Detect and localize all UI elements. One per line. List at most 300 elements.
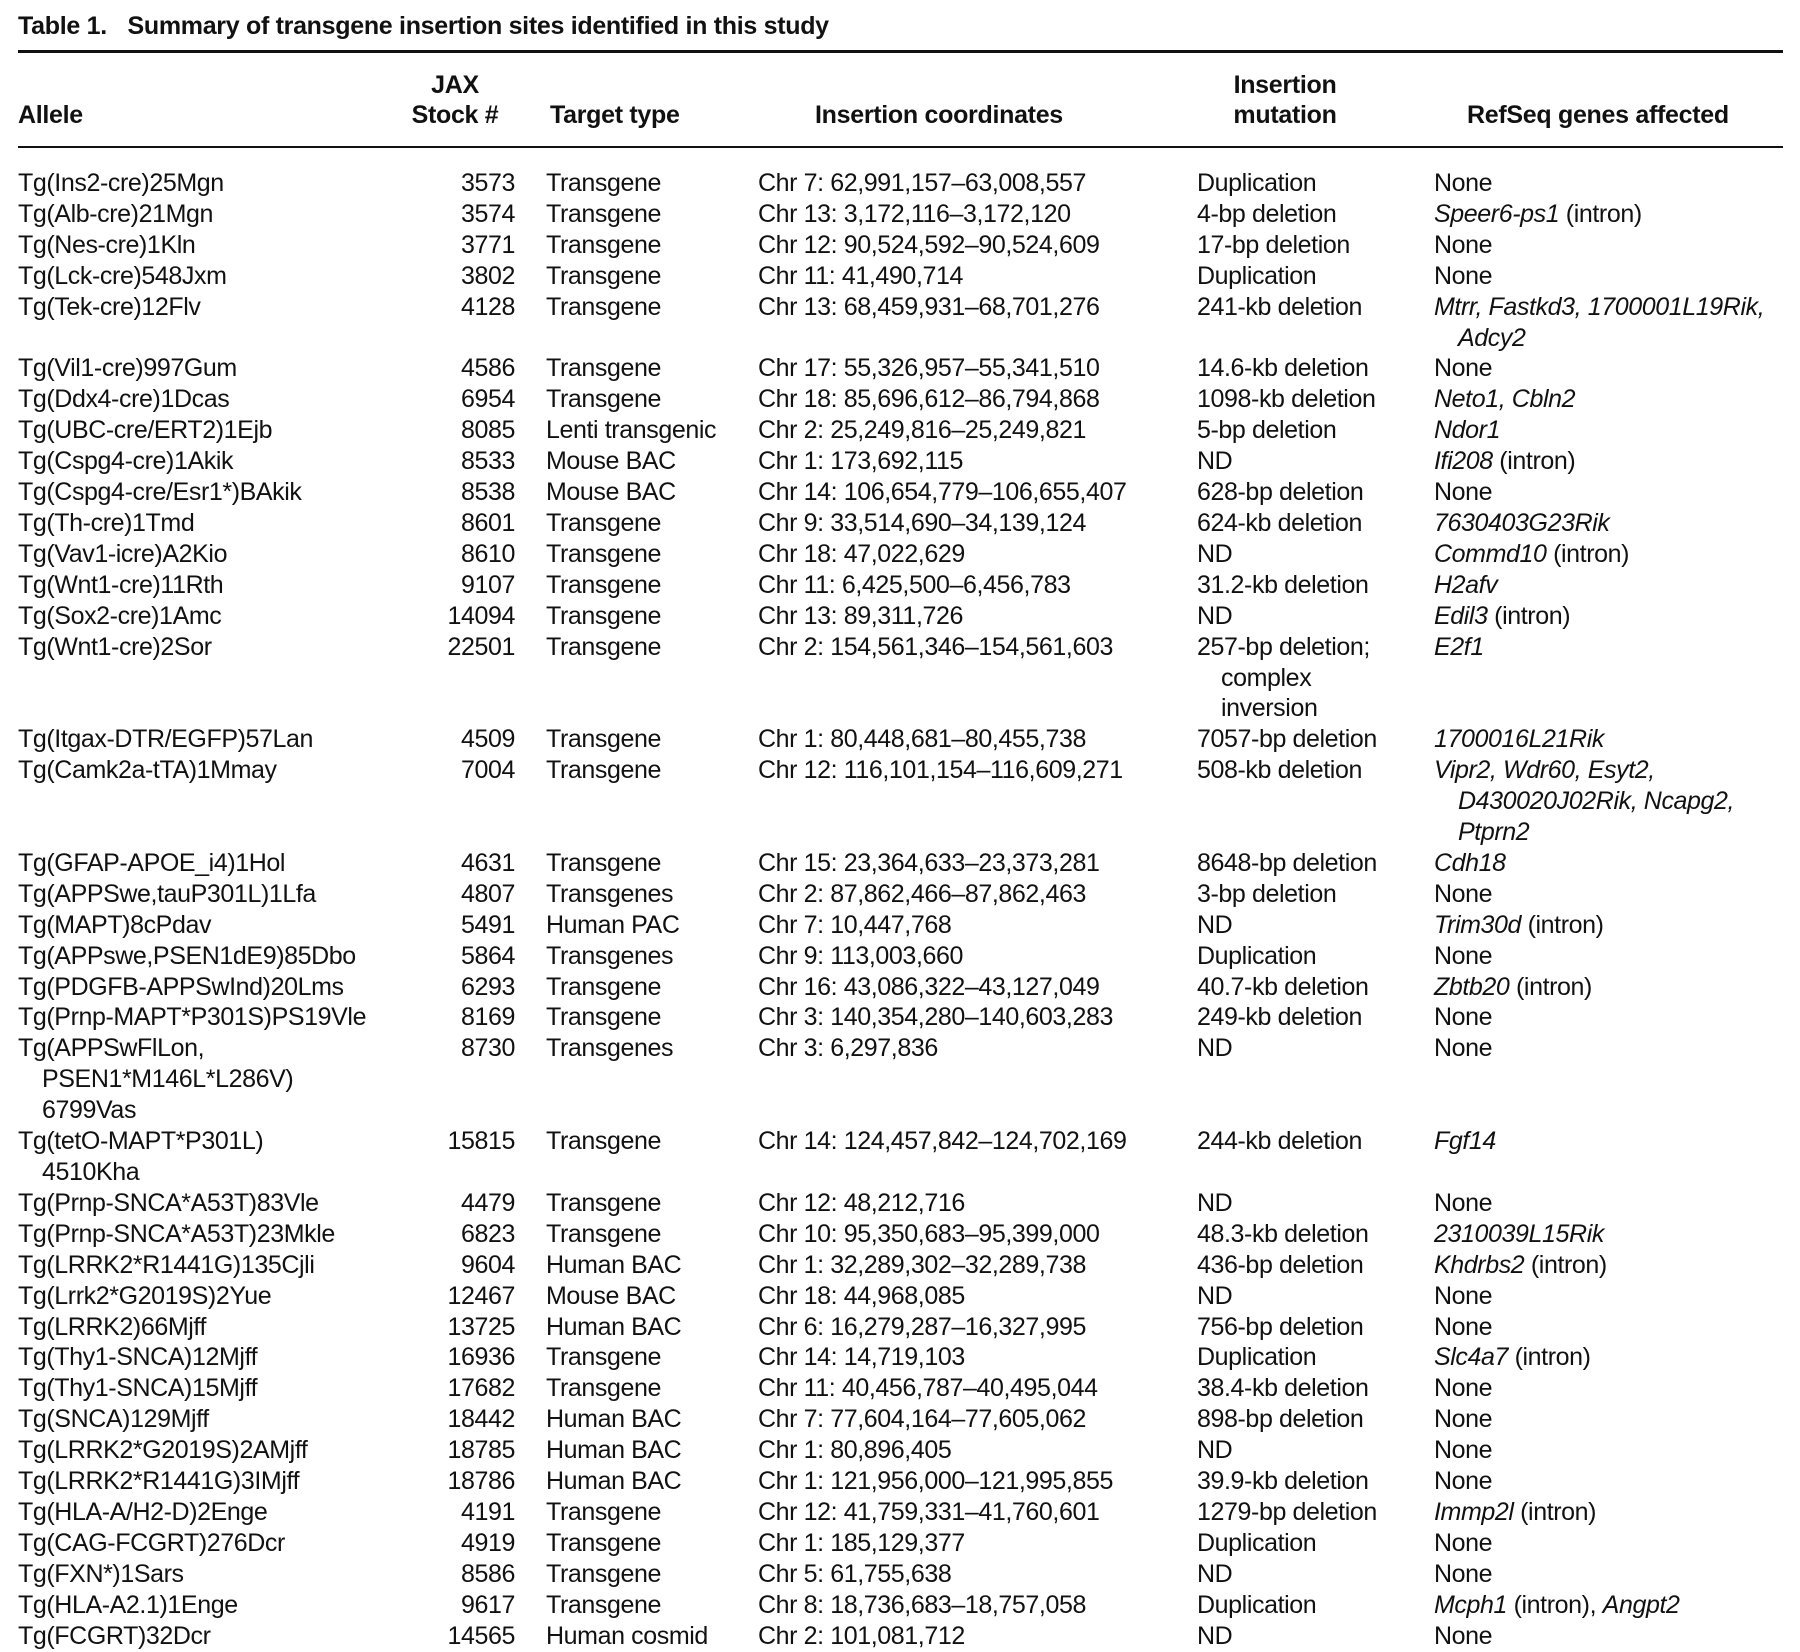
cell-target-type: Transgene — [546, 1188, 661, 1217]
cell-genes — [1434, 1497, 1764, 1528]
cell-target-type: Transgene — [546, 1590, 661, 1619]
genes-line — [1434, 1466, 1764, 1497]
mutation-text: ND — [1197, 1034, 1233, 1063]
mutation-text: 756-bp deletion — [1197, 1312, 1364, 1341]
cell-genes — [1434, 879, 1764, 910]
header-mutation — [1175, 70, 1395, 130]
cell-stock: 8610 — [460, 539, 515, 568]
allele-name: Tg(HLA-A2.1)1Enge — [18, 1590, 238, 1619]
cell-stock: 15815 — [447, 1127, 515, 1156]
cell-stock: 5864 — [460, 941, 515, 970]
cell-target-type: Mouse BAC — [546, 1281, 676, 1310]
mutation-text: Duplication — [1197, 1590, 1317, 1619]
cell-coordinates: Chr 14: 14,719,103 — [758, 1343, 965, 1372]
cell-coordinates: Chr 1: 80,448,681–80,455,738 — [758, 725, 1086, 754]
cell-genes — [1434, 539, 1764, 570]
allele-name: Tg(Wnt1-cre)11Rth — [18, 570, 224, 599]
cell-target-type: Transgene — [546, 725, 661, 754]
cell-coordinates: Chr 5: 61,755,638 — [758, 1559, 952, 1588]
table-number: Table 1. — [18, 12, 107, 40]
gene-symbol: Ptprn2 — [1458, 818, 1530, 847]
allele-name: Tg(LRRK2*G2019S)2AMjff — [18, 1436, 308, 1465]
allele-name: Tg(Cspg4-cre)1Akik — [18, 447, 234, 476]
cell-allele — [18, 1188, 428, 1219]
cell-coordinates: Chr 10: 95,350,683–95,399,000 — [758, 1219, 1100, 1248]
gene-symbol: H2afv — [1434, 570, 1498, 599]
cell-target-type: Human BAC — [546, 1312, 682, 1341]
cell-target-type: Transgenes — [546, 1034, 674, 1063]
mutation-text: Duplication — [1197, 1528, 1317, 1557]
cell-allele — [18, 1404, 428, 1435]
gene-symbol: Khdrbs2 — [1434, 1250, 1525, 1279]
allele-name: Tg(Camk2a-tTA)1Mmay — [18, 756, 277, 785]
table-caption — [18, 12, 829, 41]
gene-note: (intron) — [1546, 539, 1630, 568]
genes-line — [1434, 1435, 1764, 1466]
cell-target-type: Human BAC — [546, 1250, 682, 1279]
cell-genes — [1434, 1002, 1764, 1033]
cell-mutation — [1197, 446, 1434, 477]
cell-target-type: Mouse BAC — [546, 478, 676, 507]
gene-symbol: Adcy2 — [1458, 323, 1526, 352]
cell-genes — [1434, 353, 1764, 384]
cell-mutation — [1197, 1126, 1434, 1188]
allele-name: Tg(Ins2-cre)25Mgn — [18, 169, 224, 197]
cell-coordinates: Chr 15: 23,364,633–23,373,281 — [758, 848, 1100, 877]
mutation-text: ND — [1197, 1559, 1233, 1588]
allele-name: Tg(APPSwe,tauP301L)1Lfa — [18, 879, 316, 908]
allele-name: Tg(Wnt1-cre)2Sor — [18, 632, 212, 661]
mutation-text: 624-kb deletion — [1197, 508, 1362, 537]
mutation-text: 898-bp deletion — [1197, 1405, 1364, 1434]
cell-target-type: Transgene — [546, 848, 661, 877]
gene-symbol: Mtrr, Fastkd3, 1700001L19Rik, — [1434, 292, 1765, 321]
table-row — [18, 848, 1764, 879]
cell-target-type: Transgene — [546, 1127, 661, 1156]
cell-coordinates: Chr 9: 113,003,660 — [758, 941, 963, 970]
mutation-text: ND — [1197, 910, 1233, 939]
mutation-text: 39.9-kb deletion — [1197, 1467, 1369, 1496]
mutation-text: 3-bp deletion — [1197, 879, 1337, 908]
table-row — [18, 632, 1764, 725]
gene-note: (intron), — [1507, 1590, 1603, 1619]
cell-genes — [1434, 1342, 1764, 1373]
cell-mutation — [1197, 755, 1434, 848]
table-row — [18, 1281, 1764, 1312]
allele-name: Tg(HLA-A/H2-D)2Enge — [18, 1497, 268, 1526]
gene-note: None — [1434, 1528, 1493, 1557]
cell-coordinates: Chr 3: 140,354,280–140,603,283 — [758, 1003, 1113, 1032]
gene-symbol: Trim30d — [1434, 910, 1522, 939]
table-row — [18, 384, 1764, 415]
cell-genes — [1434, 1590, 1764, 1621]
cell-allele — [18, 632, 428, 725]
cell-stock: 22501 — [447, 632, 515, 661]
genes-line — [1434, 1559, 1764, 1590]
cell-genes — [1434, 1466, 1764, 1497]
mutation-text: ND — [1197, 1188, 1233, 1217]
allele-name: Tg(Sox2-cre)1Amc — [18, 601, 222, 630]
genes-line — [1434, 199, 1764, 230]
cell-genes — [1434, 1404, 1764, 1435]
genes-line — [1434, 1621, 1764, 1652]
allele-name: Tg(GFAP-APOE_i4)1Hol — [18, 848, 286, 877]
allele-name: Tg(Cspg4-cre/Esr1*)BAkik — [18, 478, 302, 507]
table-row — [18, 261, 1764, 292]
cell-allele — [18, 199, 428, 230]
mutation-text: 31.2-kb deletion — [1197, 570, 1369, 599]
genes-line — [1434, 755, 1764, 786]
cell-genes — [1434, 1559, 1764, 1590]
cell-target-type: Lenti transgenic — [546, 416, 717, 445]
allele-name: Tg(Vil1-cre)997Gum — [18, 354, 237, 383]
cell-stock: 9617 — [460, 1590, 515, 1619]
cell-coordinates: Chr 7: 77,604,164–77,605,062 — [758, 1405, 1086, 1434]
table-row — [18, 230, 1764, 261]
gene-note: None — [1434, 1621, 1493, 1650]
cell-stock: 13725 — [447, 1312, 515, 1341]
cell-coordinates: Chr 13: 89,311,726 — [758, 601, 963, 630]
gene-note: None — [1434, 261, 1493, 290]
cell-allele — [18, 1126, 428, 1188]
cell-allele — [18, 570, 428, 601]
mutation-text: ND — [1197, 1621, 1233, 1650]
cell-genes — [1434, 230, 1764, 261]
cell-genes — [1434, 1281, 1764, 1312]
cell-mutation — [1197, 477, 1434, 508]
cell-allele — [18, 415, 428, 446]
gene-note: None — [1434, 354, 1493, 383]
cell-mutation — [1197, 632, 1434, 725]
mutation-text: Duplication — [1197, 941, 1317, 970]
cell-target-type: Transgene — [546, 1374, 661, 1403]
cell-allele — [18, 477, 428, 508]
cell-target-type: Human cosmid — [546, 1621, 708, 1650]
cell-allele — [18, 230, 428, 261]
cell-stock: 6954 — [460, 385, 515, 414]
cell-allele — [18, 1590, 428, 1621]
cell-coordinates: Chr 16: 43,086,322–43,127,049 — [758, 972, 1100, 1001]
mutation-text: ND — [1197, 1281, 1233, 1310]
genes-line — [1434, 292, 1764, 323]
cell-target-type: Transgene — [546, 1219, 661, 1248]
table-row — [18, 292, 1764, 354]
mutation-text: Duplication — [1197, 169, 1317, 197]
gene-symbol: Edil3 — [1434, 601, 1488, 630]
table-row — [18, 199, 1764, 230]
table-row — [18, 724, 1764, 755]
allele-name: Tg(Thy1-SNCA)15Mjff — [18, 1374, 258, 1403]
gene-symbol: E2f1 — [1434, 632, 1484, 661]
cell-allele — [18, 261, 428, 292]
genes-line — [1434, 353, 1764, 384]
table-row — [18, 570, 1764, 601]
genes-line — [1434, 1002, 1764, 1033]
cell-coordinates: Chr 18: 85,696,612–86,794,868 — [758, 385, 1100, 414]
genes-line-continued — [1434, 323, 1764, 354]
cell-target-type: Transgene — [546, 292, 661, 321]
cell-genes — [1434, 508, 1764, 539]
cell-stock: 8085 — [460, 416, 515, 445]
mutation-text-continued: complex — [1221, 663, 1312, 692]
gene-note: (intron) — [1492, 447, 1576, 476]
gene-symbol: Immp2l — [1434, 1497, 1514, 1526]
cell-allele — [18, 941, 428, 972]
genes-line — [1434, 1342, 1764, 1373]
table-row — [18, 601, 1764, 632]
cell-allele — [18, 1219, 428, 1250]
table-row — [18, 1373, 1764, 1404]
cell-target-type: Transgene — [546, 199, 661, 228]
gene-note: None — [1434, 1281, 1493, 1310]
allele-name: Tg(Th-cre)1Tmd — [18, 508, 195, 537]
allele-name: Tg(FXN*)1Sars — [18, 1559, 184, 1588]
cell-stock: 3771 — [460, 230, 515, 259]
mutation-text: 14.6-kb deletion — [1197, 354, 1369, 383]
gene-symbol: Commd10 — [1434, 539, 1547, 568]
cell-coordinates: Chr 2: 87,862,466–87,862,463 — [758, 879, 1086, 908]
header-target-type: Target type — [550, 101, 680, 129]
cell-allele — [18, 539, 428, 570]
cell-target-type: Mouse BAC — [546, 447, 676, 476]
cell-genes — [1434, 384, 1764, 415]
cell-genes — [1434, 1033, 1764, 1126]
cell-stock: 3573 — [460, 169, 515, 197]
cell-genes — [1434, 570, 1764, 601]
cell-target-type: Transgene — [546, 230, 661, 259]
cell-coordinates: Chr 1: 173,692,115 — [758, 447, 963, 476]
cell-genes — [1434, 1373, 1764, 1404]
cell-target-type: Transgene — [546, 354, 661, 383]
cell-genes — [1434, 446, 1764, 477]
gene-symbol: Slc4a7 — [1434, 1343, 1509, 1372]
table-row — [18, 755, 1764, 848]
cell-allele — [18, 1033, 428, 1126]
cell-genes — [1434, 168, 1764, 199]
header-stock-line1: JAX — [431, 71, 479, 99]
cell-stock: 4586 — [460, 354, 515, 383]
gene-note: None — [1434, 1405, 1493, 1434]
mutation-text: 40.7-kb deletion — [1197, 972, 1369, 1001]
cell-genes — [1434, 1528, 1764, 1559]
cell-mutation — [1197, 1528, 1434, 1559]
cell-mutation — [1197, 879, 1434, 910]
cell-coordinates: Chr 12: 116,101,154–116,609,271 — [758, 756, 1123, 785]
header-coordinates: Insertion coordinates — [815, 101, 1063, 129]
cell-genes — [1434, 632, 1764, 725]
cell-mutation — [1197, 910, 1434, 941]
gene-note: None — [1434, 1374, 1493, 1403]
cell-allele — [18, 292, 428, 354]
cell-mutation — [1197, 1404, 1434, 1435]
cell-allele — [18, 508, 428, 539]
genes-line — [1434, 724, 1764, 755]
mutation-text: Duplication — [1197, 261, 1317, 290]
gene-symbol: Ndor1 — [1434, 416, 1501, 445]
cell-coordinates: Chr 13: 3,172,116–3,172,120 — [758, 199, 1071, 228]
cell-target-type: Transgenes — [546, 879, 674, 908]
mutation-text: 38.4-kb deletion — [1197, 1374, 1369, 1403]
cell-allele — [18, 1497, 428, 1528]
cell-stock: 9107 — [460, 570, 515, 599]
cell-allele — [18, 755, 428, 848]
genes-line — [1434, 1281, 1764, 1312]
cell-genes — [1434, 477, 1764, 508]
cell-stock: 18785 — [447, 1436, 515, 1465]
cell-allele — [18, 1342, 428, 1373]
cell-stock: 18786 — [447, 1467, 515, 1496]
gene-symbol: Angpt2 — [1602, 1590, 1680, 1619]
genes-line — [1434, 910, 1764, 941]
mutation-text: ND — [1197, 1436, 1233, 1465]
genes-line — [1434, 1126, 1764, 1157]
cell-target-type: Transgene — [546, 385, 661, 414]
table-row — [18, 879, 1764, 910]
allele-name: Tg(LRRK2)66Mjff — [18, 1312, 207, 1341]
cell-allele — [18, 1002, 428, 1033]
cell-coordinates: Chr 2: 25,249,816–25,249,821 — [758, 416, 1086, 445]
cell-coordinates: Chr 8: 18,736,683–18,757,058 — [758, 1590, 1086, 1619]
cell-allele — [18, 879, 428, 910]
table-row — [18, 508, 1764, 539]
table-row — [18, 168, 1764, 199]
gene-note: None — [1434, 1559, 1493, 1588]
cell-mutation — [1197, 292, 1434, 354]
cell-stock: 17682 — [447, 1374, 515, 1403]
cell-mutation — [1197, 168, 1434, 199]
cell-mutation — [1197, 1435, 1434, 1466]
header-stock-line2: Stock # — [411, 101, 499, 129]
cell-allele — [18, 353, 428, 384]
mutation-text: ND — [1197, 447, 1233, 476]
table-title: Summary of transgene insertion sites identified in this study — [127, 12, 829, 40]
cell-target-type: Human BAC — [546, 1405, 682, 1434]
cell-mutation — [1197, 972, 1434, 1003]
cell-coordinates: Chr 1: 80,896,405 — [758, 1436, 952, 1465]
cell-genes — [1434, 755, 1764, 848]
allele-name-continued: 4510Kha — [42, 1158, 140, 1186]
table-row — [18, 1528, 1764, 1559]
cell-genes — [1434, 1188, 1764, 1219]
cell-allele — [18, 848, 428, 879]
cell-coordinates: Chr 7: 10,447,768 — [758, 910, 952, 939]
cell-target-type: Transgene — [546, 632, 661, 661]
cell-coordinates: Chr 7: 62,991,157–63,008,557 — [758, 169, 1086, 197]
cell-stock: 4128 — [460, 292, 515, 321]
cell-genes — [1434, 292, 1764, 354]
allele-name: Tg(CAG-FCGRT)276Dcr — [18, 1528, 285, 1557]
table-row — [18, 477, 1764, 508]
cell-mutation — [1197, 199, 1434, 230]
gene-symbol: D430020J02Rik, Ncapg2, — [1458, 787, 1735, 816]
cell-mutation — [1197, 1590, 1434, 1621]
cell-coordinates: Chr 12: 90,524,592–90,524,609 — [758, 230, 1100, 259]
allele-name: Tg(Lrrk2*G2019S)2Yue — [18, 1281, 272, 1310]
table-row — [18, 1002, 1764, 1033]
cell-mutation — [1197, 508, 1434, 539]
cell-stock: 8586 — [460, 1559, 515, 1588]
genes-line — [1434, 508, 1764, 539]
mutation-text: 5-bp deletion — [1197, 416, 1337, 445]
table-row — [18, 1312, 1764, 1343]
cell-genes — [1434, 1435, 1764, 1466]
table-row — [18, 1497, 1764, 1528]
gene-note: (intron) — [1559, 199, 1642, 228]
cell-allele — [18, 1559, 428, 1590]
cell-stock: 14094 — [447, 601, 515, 630]
cell-allele — [18, 1281, 428, 1312]
table-row — [18, 1621, 1764, 1652]
cell-stock: 4631 — [460, 848, 515, 877]
gene-note: None — [1434, 478, 1493, 507]
cell-stock: 8538 — [460, 478, 515, 507]
genes-line — [1434, 384, 1764, 415]
cell-stock: 6293 — [460, 972, 515, 1001]
cell-stock: 9604 — [460, 1250, 515, 1279]
cell-stock: 4479 — [460, 1188, 515, 1217]
genes-line — [1434, 570, 1764, 601]
genes-line — [1434, 1404, 1764, 1435]
header-allele: Allele — [18, 101, 83, 129]
cell-stock: 5491 — [460, 910, 515, 939]
cell-mutation — [1197, 1373, 1434, 1404]
cell-mutation — [1197, 1033, 1434, 1126]
cell-allele — [18, 1466, 428, 1497]
allele-name: Tg(tetO-MAPT*P301L) — [18, 1127, 264, 1156]
cell-coordinates: Chr 2: 101,081,712 — [758, 1621, 965, 1650]
table-row — [18, 972, 1764, 1003]
cell-allele — [18, 1373, 428, 1404]
cell-target-type: Transgene — [546, 601, 661, 630]
gene-note: (intron) — [1487, 601, 1571, 630]
allele-name: Tg(Prnp-SNCA*A53T)23Mkle — [18, 1219, 335, 1248]
gene-symbol: Fgf14 — [1434, 1127, 1496, 1156]
mutation-text: 48.3-kb deletion — [1197, 1219, 1369, 1248]
allele-name: Tg(Ddx4-cre)1Dcas — [18, 385, 230, 414]
mutation-text: 249-kb deletion — [1197, 1003, 1362, 1032]
cell-mutation — [1197, 539, 1434, 570]
table-row — [18, 1342, 1764, 1373]
cell-mutation — [1197, 1250, 1434, 1281]
cell-mutation — [1197, 415, 1434, 446]
cell-stock: 8730 — [460, 1034, 515, 1063]
gene-symbol: Speer6-ps1 — [1434, 199, 1560, 228]
cell-coordinates: Chr 9: 33,514,690–34,139,124 — [758, 508, 1086, 537]
cell-stock: 6823 — [460, 1219, 515, 1248]
table-row — [18, 1466, 1764, 1497]
cell-coordinates: Chr 3: 6,297,836 — [758, 1034, 938, 1063]
table-body — [18, 168, 1764, 1652]
genes-line — [1434, 1528, 1764, 1559]
cell-genes — [1434, 199, 1764, 230]
gene-note: None — [1434, 1467, 1493, 1496]
cell-coordinates: Chr 2: 154,561,346–154,561,603 — [758, 632, 1113, 661]
cell-genes — [1434, 601, 1764, 632]
allele-name: Tg(LRRK2*R1441G)135Cjli — [18, 1250, 315, 1279]
gene-symbol: Cdh18 — [1434, 848, 1506, 877]
cell-mutation — [1197, 1559, 1434, 1590]
gene-note: None — [1434, 1312, 1493, 1341]
genes-line — [1434, 1497, 1764, 1528]
gene-note: None — [1434, 1003, 1493, 1032]
cell-target-type: Human BAC — [546, 1467, 682, 1496]
mutation-text: ND — [1197, 601, 1233, 630]
cell-stock: 8169 — [460, 1003, 515, 1032]
cell-coordinates: Chr 1: 185,129,377 — [758, 1528, 965, 1557]
table-row — [18, 1250, 1764, 1281]
genes-line — [1434, 415, 1764, 446]
cell-target-type: Transgene — [546, 1003, 661, 1032]
